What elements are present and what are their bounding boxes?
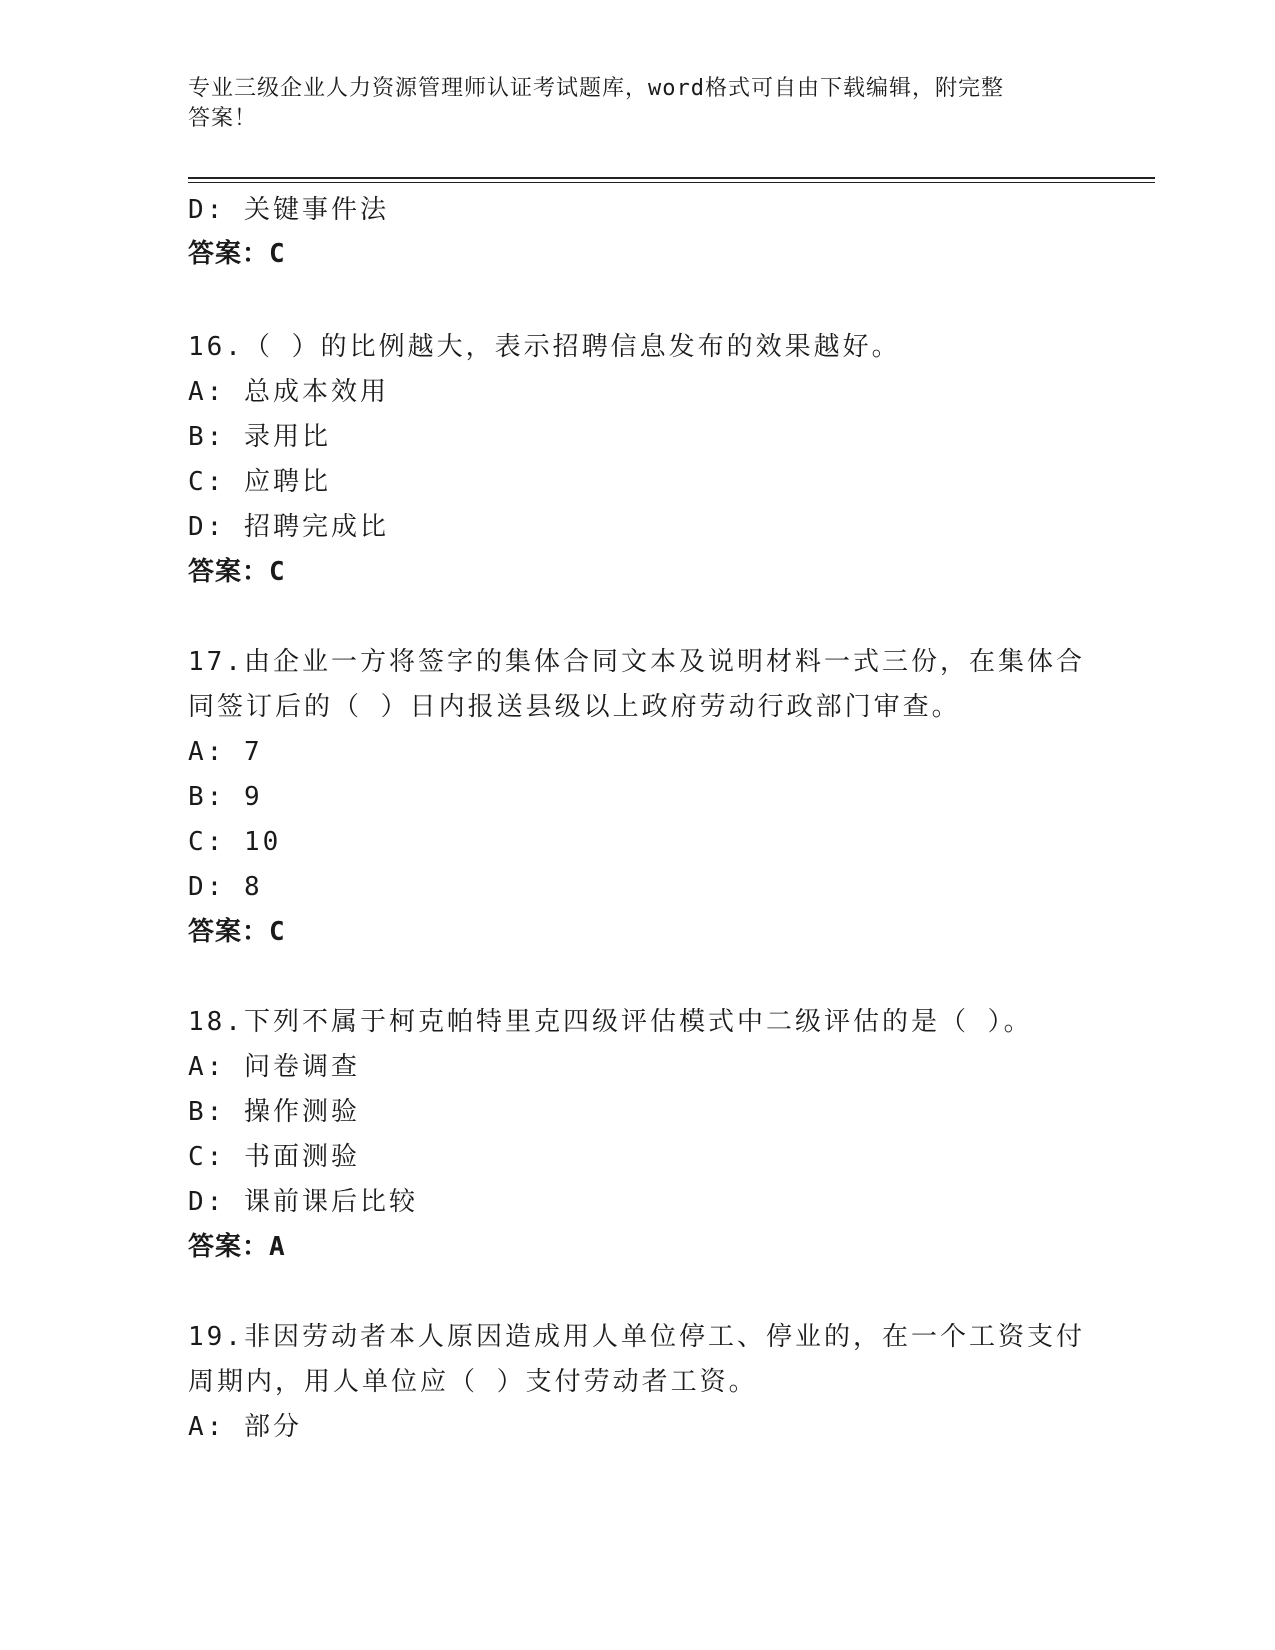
q18-option-b: B: 操作测验 — [188, 1097, 360, 1127]
header-divider-thick — [188, 177, 1155, 179]
q19-stem-line-1: 19.非因劳动者本人原因造成用人单位停工、停业的，在一个工资支付 — [188, 1322, 1085, 1352]
prev-option-d: D: 关键事件法 — [188, 195, 389, 225]
q19-option-a: A: 部分 — [188, 1412, 302, 1442]
q19-stem-line-2: 周期内，用人单位应（ ）支付劳动者工资。 — [188, 1367, 758, 1397]
q18-option-c: C: 书面测验 — [188, 1142, 360, 1172]
header-divider-thin — [188, 182, 1155, 183]
q16-stem: 16.（ ）的比例越大，表示招聘信息发布的效果越好。 — [188, 332, 901, 362]
header-line-2: 答案！ — [188, 106, 258, 131]
q18-option-d: D: 课前课后比较 — [188, 1187, 418, 1217]
q16-option-c: C: 应聘比 — [188, 467, 331, 497]
q16-option-a: A: 总成本效用 — [188, 377, 389, 407]
q16-answer: 答案：C — [188, 557, 286, 587]
q17-option-d: D: 8 — [188, 872, 263, 902]
q17-stem-line-2: 同签订后的（ ）日内报送县级以上政府劳动行政部门审查。 — [188, 692, 961, 722]
q18-stem: 18.下列不属于柯克帕特里克四级评估模式中二级评估的是（ ）。 — [188, 1007, 1033, 1037]
q16-option-b: B: 录用比 — [188, 422, 331, 452]
q17-option-a: A: 7 — [188, 737, 263, 767]
q16-option-d: D: 招聘完成比 — [188, 512, 389, 542]
q17-option-b: B: 9 — [188, 782, 263, 812]
q17-stem-line-1: 17.由企业一方将签字的集体合同文本及说明材料一式三份，在集体合 — [188, 647, 1085, 677]
q17-option-c: C: 10 — [188, 827, 282, 857]
q18-answer: 答案：A — [188, 1232, 286, 1262]
q17-answer: 答案：C — [188, 917, 286, 947]
prev-answer: 答案：C — [188, 239, 286, 269]
document-header — [188, 74, 1068, 134]
q18-option-a: A: 问卷调查 — [188, 1052, 360, 1082]
header-line-1: 专业三级企业人力资源管理师认证考试题库，word格式可自由下载编辑，附完整 — [188, 76, 1004, 101]
